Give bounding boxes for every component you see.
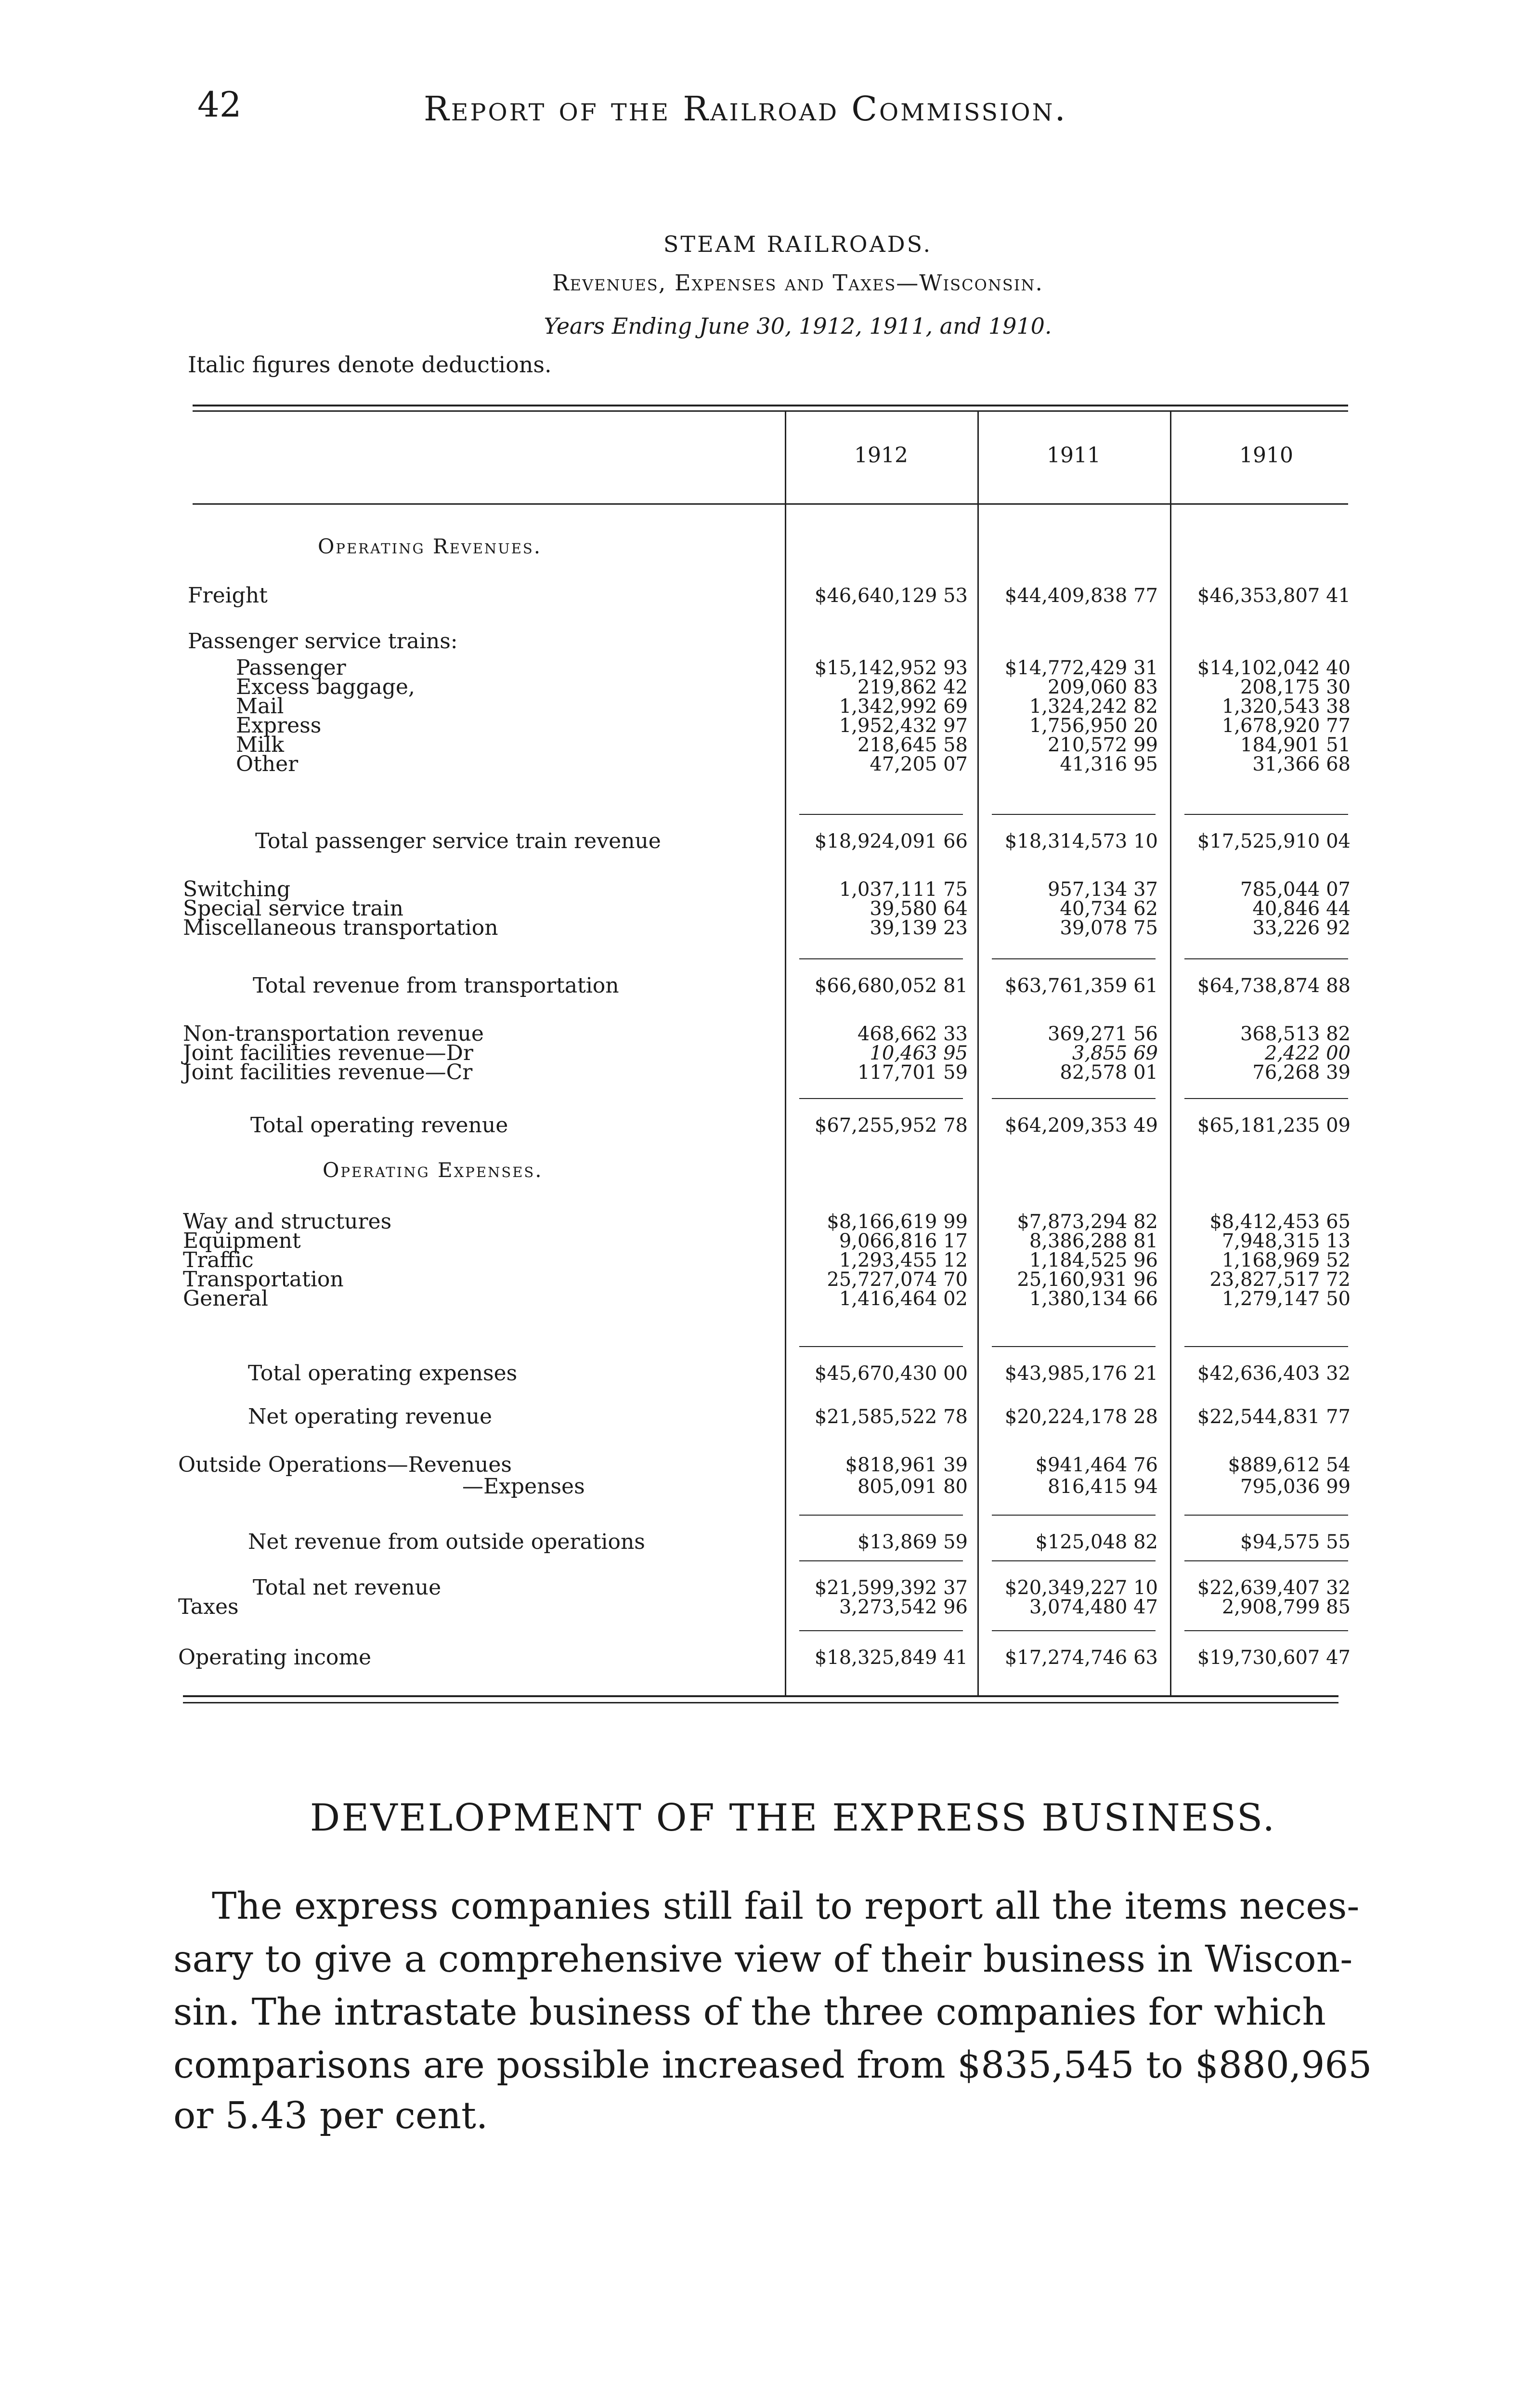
subtotal-rule bbox=[992, 1515, 1156, 1516]
row-label-equipment: Equipment bbox=[183, 1229, 301, 1253]
cell-traffic-1910: 1,168,969 52 bbox=[1221, 1249, 1351, 1271]
cell-transportation-1912: 25,727,074 70 bbox=[827, 1269, 968, 1291]
section-title: STEAM RAILROADS. bbox=[663, 231, 933, 257]
column-divider bbox=[1170, 412, 1171, 1695]
cell-joint-dr-1910: 2,422 00 bbox=[1264, 1042, 1351, 1064]
cell-outside-expenses-1911: 816,415 94 bbox=[1047, 1476, 1158, 1498]
row-label-other: Other bbox=[236, 752, 299, 776]
cell-net-operating-revenue-1912: $21,585,522 78 bbox=[814, 1406, 968, 1428]
express-section-title: DEVELOPMENT OF THE EXPRESS BUSINESS. bbox=[310, 1796, 1276, 1840]
cell-express-1912: 1,952,432 97 bbox=[839, 715, 968, 737]
cell-traffic-1911: 1,184,525 96 bbox=[1029, 1249, 1158, 1271]
row-label-freight: Freight bbox=[188, 583, 268, 608]
cell-net-outside-1910: $94,575 55 bbox=[1240, 1531, 1351, 1553]
cell-total-transportation-1911: $63,761,359 61 bbox=[1004, 975, 1158, 997]
cell-joint-cr-1912: 117,701 59 bbox=[857, 1061, 968, 1084]
cell-taxes-1912: 3,273,542 96 bbox=[839, 1596, 968, 1618]
cell-misc-transportation-1910: 33,226 92 bbox=[1252, 917, 1351, 939]
subtotal-rule bbox=[1184, 1630, 1348, 1631]
row-label-total-operating-revenue: Total operating revenue bbox=[250, 1113, 508, 1138]
cell-total-operating-revenue-1911: $64,209,353 49 bbox=[1004, 1114, 1158, 1137]
cell-passenger-1912: $15,142,952 93 bbox=[814, 657, 968, 679]
cell-general-1910: 1,279,147 50 bbox=[1221, 1288, 1351, 1310]
cell-total-operating-expenses-1911: $43,985,176 21 bbox=[1004, 1362, 1158, 1385]
section-years: Years Ending June 30, 1912, 1911, and 1910. bbox=[544, 313, 1052, 339]
row-label-net-operating-revenue: Net operating revenue bbox=[248, 1404, 493, 1429]
cell-passenger-1911: $14,772,429 31 bbox=[1004, 657, 1158, 679]
cell-milk-1910: 184,901 51 bbox=[1240, 734, 1351, 756]
cell-net-outside-1912: $13,869 59 bbox=[857, 1531, 968, 1553]
cell-excess-baggage-1911: 209,060 83 bbox=[1047, 676, 1158, 698]
row-label-switching: Switching bbox=[183, 877, 291, 902]
cell-way-structures-1910: $8,412,453 65 bbox=[1209, 1211, 1351, 1233]
row-label-general: General bbox=[183, 1286, 268, 1311]
subtotal-rule bbox=[992, 1560, 1156, 1561]
cell-transportation-1910: 23,827,517 72 bbox=[1209, 1269, 1351, 1291]
paragraph-line: or 5.43 per cent. bbox=[173, 2094, 488, 2137]
cell-equipment-1910: 7,948,315 13 bbox=[1221, 1230, 1351, 1252]
cell-special-service-1910: 40,846 44 bbox=[1252, 898, 1351, 920]
cell-special-service-1912: 39,580 64 bbox=[870, 898, 968, 920]
table-top-rule bbox=[193, 405, 1348, 406]
cell-total-operating-revenue-1912: $67,255,952 78 bbox=[814, 1114, 968, 1137]
subtotal-rule bbox=[1184, 1560, 1348, 1561]
row-label-mail: Mail bbox=[236, 694, 284, 719]
subtotal-rule bbox=[799, 1515, 963, 1516]
cell-joint-dr-1911: 3,855 69 bbox=[1072, 1042, 1158, 1064]
subtotal-rule bbox=[799, 1098, 963, 1099]
operating-expenses-header: Operating Expenses. bbox=[323, 1158, 543, 1182]
cell-taxes-1910: 2,908,799 85 bbox=[1221, 1596, 1351, 1618]
cell-misc-transportation-1912: 39,139 23 bbox=[870, 917, 968, 939]
cell-freight-1911: $44,409,838 77 bbox=[1004, 585, 1158, 607]
cell-other-1910: 31,366 68 bbox=[1252, 753, 1351, 775]
row-label-non-transportation: Non-transportation revenue bbox=[183, 1021, 484, 1046]
row-label-express: Express bbox=[236, 713, 322, 738]
page-number: 42 bbox=[197, 84, 242, 125]
italic-note: Italic figures denote deductions. bbox=[188, 352, 552, 378]
row-label-net-outside: Net revenue from outside operations bbox=[248, 1530, 645, 1554]
cell-outside-revenues-1910: $889,612 54 bbox=[1228, 1454, 1351, 1476]
row-label-outside-revenues: Outside Operations—Revenues bbox=[178, 1453, 512, 1477]
cell-non-transportation-1910: 368,513 82 bbox=[1240, 1023, 1351, 1045]
cell-total-net-revenue-1911: $20,349,227 10 bbox=[1004, 1577, 1158, 1599]
passenger-service-label: Passenger service trains: bbox=[188, 629, 458, 654]
cell-transportation-1911: 25,160,931 96 bbox=[1017, 1269, 1158, 1291]
row-label-joint-cr: Joint facilities revenue—Cr bbox=[183, 1060, 473, 1085]
cell-general-1912: 1,416,464 02 bbox=[839, 1288, 968, 1310]
subtotal-rule bbox=[1184, 814, 1348, 815]
subtotal-rule bbox=[799, 1630, 963, 1631]
cell-total-operating-expenses-1910: $42,636,403 32 bbox=[1197, 1362, 1351, 1385]
row-label-transportation: Transportation bbox=[183, 1267, 344, 1292]
paragraph-line: sary to give a comprehensive view of their business in Wiscon- bbox=[173, 1938, 1353, 1981]
cell-passenger-1910: $14,102,042 40 bbox=[1197, 657, 1351, 679]
column-header-1912: 1912 bbox=[854, 443, 908, 468]
cell-excess-baggage-1912: 219,862 42 bbox=[857, 676, 968, 698]
row-label-traffic: Traffic bbox=[183, 1248, 254, 1272]
paragraph-line: The express companies still fail to report all the items neces- bbox=[212, 1885, 1360, 1928]
cell-special-service-1911: 40,734 62 bbox=[1060, 898, 1158, 920]
cell-switching-1911: 957,134 37 bbox=[1047, 878, 1158, 901]
cell-total-passenger-1911: $18,314,573 10 bbox=[1004, 830, 1158, 852]
cell-switching-1912: 1,037,111 75 bbox=[839, 878, 968, 901]
cell-total-transportation-1912: $66,680,052 81 bbox=[814, 975, 968, 997]
cell-total-net-revenue-1910: $22,639,407 32 bbox=[1197, 1577, 1351, 1599]
cell-outside-revenues-1912: $818,961 39 bbox=[845, 1454, 968, 1476]
operating-revenues-header: Operating Revenues. bbox=[318, 535, 542, 558]
cell-misc-transportation-1911: 39,078 75 bbox=[1060, 917, 1158, 939]
subtotal-rule bbox=[992, 1098, 1156, 1099]
row-label-special-service: Special service train bbox=[183, 896, 403, 921]
cell-equipment-1912: 9,066,816 17 bbox=[839, 1230, 968, 1252]
table-bottom-rule bbox=[183, 1695, 1338, 1697]
paragraph-line: sin. The intrastate business of the three companies for which bbox=[173, 1991, 1326, 2034]
cell-net-operating-revenue-1911: $20,224,178 28 bbox=[1004, 1406, 1158, 1428]
cell-way-structures-1911: $7,873,294 82 bbox=[1017, 1211, 1158, 1233]
subtotal-rule bbox=[992, 958, 1156, 959]
cell-total-transportation-1910: $64,738,874 88 bbox=[1197, 975, 1351, 997]
cell-net-operating-revenue-1910: $22,544,831 77 bbox=[1197, 1406, 1351, 1428]
cell-outside-expenses-1912: 805,091 80 bbox=[857, 1476, 968, 1498]
row-label-excess-baggage: Excess baggage, bbox=[236, 675, 415, 699]
cell-outside-revenues-1911: $941,464 76 bbox=[1035, 1454, 1158, 1476]
cell-total-passenger-1910: $17,525,910 04 bbox=[1197, 830, 1351, 852]
cell-excess-baggage-1910: 208,175 30 bbox=[1240, 676, 1351, 698]
cell-operating-income-1912: $18,325,849 41 bbox=[814, 1647, 968, 1669]
cell-freight-1912: $46,640,129 53 bbox=[814, 585, 968, 607]
row-label-total-passenger: Total passenger service train revenue bbox=[255, 829, 661, 853]
subtotal-rule bbox=[799, 814, 963, 815]
subtotal-rule bbox=[992, 814, 1156, 815]
cell-general-1911: 1,380,134 66 bbox=[1029, 1288, 1158, 1310]
subtotal-rule bbox=[799, 1346, 963, 1347]
subtotal-rule bbox=[1184, 1098, 1348, 1099]
cell-mail-1911: 1,324,242 82 bbox=[1029, 695, 1158, 718]
cell-joint-dr-1912: 10,463 95 bbox=[870, 1042, 968, 1064]
header-bottom-rule bbox=[193, 503, 1348, 505]
row-label-misc-transportation: Miscellaneous transportation bbox=[183, 916, 498, 940]
cell-outside-expenses-1910: 795,036 99 bbox=[1240, 1476, 1351, 1498]
cell-express-1910: 1,678,920 77 bbox=[1221, 715, 1351, 737]
column-divider bbox=[977, 412, 979, 1695]
cell-joint-cr-1911: 82,578 01 bbox=[1060, 1061, 1158, 1084]
subtotal-rule bbox=[992, 1346, 1156, 1347]
cell-other-1911: 41,316 95 bbox=[1060, 753, 1158, 775]
cell-non-transportation-1912: 468,662 33 bbox=[857, 1023, 968, 1045]
table-bottom-rule-2 bbox=[183, 1702, 1338, 1703]
row-label-passenger: Passenger bbox=[236, 655, 346, 680]
paragraph-line: comparisons are possible increased from $835,545 to $880,965 bbox=[173, 2044, 1372, 2087]
row-label-milk: Milk bbox=[236, 733, 284, 757]
running-title: Report of the Railroad Commission. bbox=[424, 89, 1067, 129]
subtotal-rule bbox=[1184, 1346, 1348, 1347]
row-label-total-net-revenue: Total net revenue bbox=[253, 1575, 442, 1600]
cell-total-operating-expenses-1912: $45,670,430 00 bbox=[814, 1362, 968, 1385]
row-label-total-transportation: Total revenue from transportation bbox=[253, 973, 619, 998]
row-label-taxes: Taxes bbox=[178, 1595, 239, 1619]
row-label-way-structures: Way and structures bbox=[183, 1209, 392, 1234]
cell-milk-1911: 210,572 99 bbox=[1047, 734, 1158, 756]
cell-total-passenger-1912: $18,924,091 66 bbox=[814, 830, 968, 852]
cell-mail-1912: 1,342,992 69 bbox=[839, 695, 968, 718]
cell-total-net-revenue-1912: $21,599,392 37 bbox=[814, 1577, 968, 1599]
cell-way-structures-1912: $8,166,619 99 bbox=[827, 1211, 968, 1233]
cell-taxes-1911: 3,074,480 47 bbox=[1029, 1596, 1158, 1618]
row-label-outside-expenses: —Expenses bbox=[462, 1474, 585, 1499]
row-label-operating-income: Operating income bbox=[178, 1645, 372, 1670]
cell-total-operating-revenue-1910: $65,181,235 09 bbox=[1197, 1114, 1351, 1137]
table-top-rule-2 bbox=[193, 410, 1348, 412]
subtotal-rule bbox=[1184, 1515, 1348, 1516]
column-header-1910: 1910 bbox=[1239, 443, 1293, 468]
cell-express-1911: 1,756,950 20 bbox=[1029, 715, 1158, 737]
subtotal-rule bbox=[799, 1560, 963, 1561]
cell-operating-income-1910: $19,730,607 47 bbox=[1197, 1647, 1351, 1669]
column-header-1911: 1911 bbox=[1047, 443, 1101, 468]
cell-non-transportation-1911: 369,271 56 bbox=[1047, 1023, 1158, 1045]
row-label-joint-dr: Joint facilities revenue—Dr bbox=[183, 1041, 473, 1065]
row-label-total-operating-expenses: Total operating expenses bbox=[248, 1361, 518, 1386]
subtotal-rule bbox=[799, 958, 963, 959]
cell-traffic-1912: 1,293,455 12 bbox=[839, 1249, 968, 1271]
subtotal-rule bbox=[1184, 958, 1348, 959]
cell-switching-1910: 785,044 07 bbox=[1240, 878, 1351, 901]
cell-freight-1910: $46,353,807 41 bbox=[1197, 585, 1351, 607]
column-divider bbox=[785, 412, 786, 1695]
cell-equipment-1911: 8,386,288 81 bbox=[1029, 1230, 1158, 1252]
cell-other-1912: 47,205 07 bbox=[870, 753, 968, 775]
subtotal-rule bbox=[992, 1630, 1156, 1631]
cell-joint-cr-1910: 76,268 39 bbox=[1252, 1061, 1351, 1084]
cell-milk-1912: 218,645 58 bbox=[857, 734, 968, 756]
section-subtitle: Revenues, Expenses and Taxes—Wisconsin. bbox=[552, 270, 1044, 296]
cell-net-outside-1911: $125,048 82 bbox=[1035, 1531, 1158, 1553]
cell-mail-1910: 1,320,543 38 bbox=[1221, 695, 1351, 718]
cell-operating-income-1911: $17,274,746 63 bbox=[1004, 1647, 1158, 1669]
